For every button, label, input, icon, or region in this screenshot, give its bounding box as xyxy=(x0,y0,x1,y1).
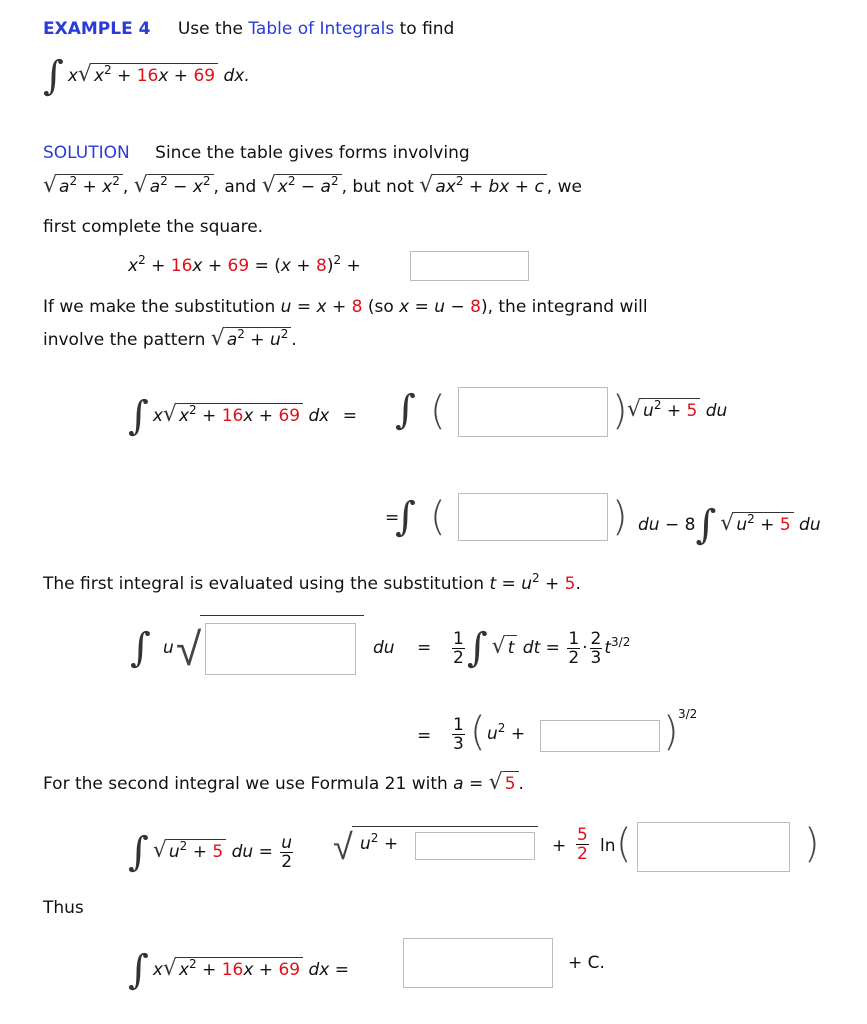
text: For the second integral we use Formula 21 with xyxy=(43,774,448,794)
math-token: + xyxy=(661,401,687,421)
radical-sign: √ xyxy=(210,326,225,351)
math-token: a xyxy=(453,774,464,794)
radicand xyxy=(167,839,226,863)
math-token: 69 xyxy=(278,960,301,980)
integral-sign: ∫ xyxy=(128,393,149,439)
math-token: x xyxy=(178,960,189,980)
integral-sign: ∫ xyxy=(395,387,416,433)
header-text: to find xyxy=(399,19,455,39)
math-token: − xyxy=(295,177,321,197)
math-token: 16 xyxy=(221,960,244,980)
math-token: ) xyxy=(326,256,334,276)
math-token: 2 xyxy=(531,571,540,585)
math-token: u xyxy=(736,515,748,535)
radicand xyxy=(148,174,214,198)
math-token: 8 xyxy=(315,256,327,276)
left-paren: ( xyxy=(616,821,632,867)
radical-sign: √ xyxy=(152,838,167,863)
sqrt xyxy=(211,327,292,351)
math-u: u xyxy=(163,638,174,658)
t-substitution xyxy=(489,571,581,594)
math-token: 2 xyxy=(653,398,662,412)
radical-sign: √ xyxy=(488,770,503,795)
fraction-one-half xyxy=(452,630,465,667)
text: If we make the substitution xyxy=(43,297,276,317)
math-token: 2 xyxy=(138,253,146,267)
left-paren: ( xyxy=(430,494,446,540)
integral-rhs-tail xyxy=(627,398,727,423)
exponent: 3/2 xyxy=(611,635,631,649)
math-token: x xyxy=(280,256,291,276)
period: . xyxy=(518,774,524,794)
math-token: bx xyxy=(488,177,510,197)
integral-sign: ∫ xyxy=(395,494,416,540)
plus: + xyxy=(552,836,567,856)
radical-bar xyxy=(352,826,538,827)
integral-sign: ∫ xyxy=(128,947,149,993)
complete-square-text: first complete the square. xyxy=(43,217,264,237)
t-integral xyxy=(450,625,631,671)
integral-lhs xyxy=(128,393,358,439)
text: but not xyxy=(352,177,414,197)
math-token: + xyxy=(145,256,171,276)
math-token: + xyxy=(187,842,213,862)
constant-blank[interactable] xyxy=(540,720,660,752)
math-token: x xyxy=(277,177,288,197)
math-token: ax xyxy=(435,177,456,197)
solution-text: Since the table gives forms involving xyxy=(155,143,470,163)
solution-label: SOLUTION xyxy=(43,143,130,163)
math-token: u xyxy=(360,834,371,854)
integrand-blank-1[interactable] xyxy=(458,387,608,437)
math-token: + xyxy=(509,177,535,197)
math-x: x xyxy=(67,66,78,86)
math-token: a xyxy=(226,330,238,350)
dx: dx xyxy=(308,960,330,980)
radicand xyxy=(177,403,303,427)
example-page: EXAMPLE 4 Use the Table of Integrals to find ∫ x √ $x^2 + 16x + 69$ dx. SOLUTION Since the table gives forms involving √ $a^2 + x^2$ , √ $a^2 - x^2$ , and √ $x^2 - a^2$ , but not √ $ax^2$ + bx + c , we first complete the square. $x^2 + 16x + 69 = (x + 8)^2$ + If we make the substitution u = x + 8 (so x = u − 8), the integrand will involve the pattern √ $a^2 + u^2$ . ∫ x √ $x^2 + 16x + 69$ dx = ∫ ( ) √ $u^2 + 5$ du = ∫ ( ) du − 8∫ √ $u^2 + 5$ du The first integral is evaluated using the substitution $t = u^2 + 5$. ∫ u √ du = $\frac{1}{2}$ ∫ √ t dt = $\frac{1}{2}$ · $\frac{2}{3}$ $t^{3/2}$ = $\frac{1}{3}$ ( $u^2$ + ) 3/2 For the second integral we use Formula 21 with a = √ 5 . ∫ √ $u^2 + 5$ du = $\frac{u}{2}$ √ $u^2$ + + $\frac{5}{2}$ ln ( ) Thus ∫ x √ $x^2 + 16x + 69$ dx = + C. xyxy=(0,0,867,1024)
equals: = xyxy=(417,726,432,746)
sqrt xyxy=(163,403,303,427)
math-t: t xyxy=(604,638,612,658)
fraction-5-over-2 xyxy=(576,826,589,863)
complete-square-blank[interactable] xyxy=(410,251,529,281)
math-token: u xyxy=(521,574,532,594)
math-token: 69 xyxy=(278,406,301,426)
radicand xyxy=(433,174,546,198)
radical-sign: √ xyxy=(162,402,177,427)
a-equals xyxy=(453,774,488,794)
radicand xyxy=(506,635,518,659)
math-token: + xyxy=(505,724,526,744)
u-substitution xyxy=(281,297,363,317)
radical-sign: √ xyxy=(43,173,58,198)
math-x: x xyxy=(152,960,163,980)
text: ), the integrand will xyxy=(480,297,648,317)
math-token: a xyxy=(320,177,331,197)
math-token: x xyxy=(178,406,189,426)
denominator: 2 xyxy=(577,844,588,864)
math-token: + xyxy=(754,515,780,535)
formula21-lhs xyxy=(128,829,295,875)
left-paren: ( xyxy=(470,709,486,755)
radical-sign: √ xyxy=(261,173,276,198)
math-token: x xyxy=(93,66,104,86)
second-integral-line xyxy=(43,771,524,796)
integral-sign: ∫ xyxy=(128,829,149,875)
integrand-blank-2[interactable] xyxy=(458,493,608,541)
left-paren: ( xyxy=(430,388,446,434)
math-token: x xyxy=(316,297,327,317)
denominator: 3 xyxy=(590,647,602,668)
math-token: 2 xyxy=(202,174,211,188)
math-token: 5 xyxy=(564,574,576,594)
math-token: + xyxy=(196,406,222,426)
u-squared-plus xyxy=(360,831,399,854)
sqrt xyxy=(262,174,342,198)
text: involve the pattern xyxy=(43,330,206,350)
math-token: 8 xyxy=(351,297,363,317)
math-token: = xyxy=(463,774,489,794)
times-dot: · xyxy=(582,638,588,658)
radicand xyxy=(92,63,218,87)
math-token: 2 xyxy=(104,63,112,77)
math-token: 2 xyxy=(112,174,120,188)
math-token: 2 xyxy=(237,327,245,341)
sqrt xyxy=(627,398,700,422)
math-token: x xyxy=(192,177,203,197)
math-token: 2 xyxy=(160,174,168,188)
math-token: = xyxy=(409,297,435,317)
x-substitution xyxy=(399,297,481,317)
fraction-u-over-2 xyxy=(280,834,293,871)
numerator: 2 xyxy=(590,628,602,649)
math-token: + xyxy=(168,66,194,86)
plus-constant: + C. xyxy=(568,953,605,973)
formula21-radicand-blank[interactable] xyxy=(415,832,535,860)
math-token: 2 xyxy=(287,174,296,188)
comma: , xyxy=(213,177,219,197)
math-token: 5 xyxy=(212,842,224,862)
equals: = xyxy=(342,406,358,426)
math-token: 5 xyxy=(779,515,791,535)
math-token: t xyxy=(507,638,515,658)
split-integral-tail xyxy=(638,502,821,548)
example-header xyxy=(43,17,454,41)
sqrt xyxy=(419,174,547,198)
right-paren: ) xyxy=(612,388,628,434)
math-x: x xyxy=(152,406,163,426)
equals: = xyxy=(258,842,273,862)
math-token: 2 xyxy=(189,403,197,417)
numerator: 1 xyxy=(453,628,464,649)
math-token: 2 xyxy=(69,174,78,188)
math-token: 2 xyxy=(497,721,506,735)
radical-sign: √ xyxy=(419,173,434,198)
radicand xyxy=(57,174,123,198)
math-token: x xyxy=(243,406,254,426)
math-token: 2 xyxy=(333,253,342,267)
header-text: Use the xyxy=(177,19,243,39)
substitution-line xyxy=(43,295,648,319)
forms-line xyxy=(43,174,582,199)
math-token: x xyxy=(243,960,254,980)
radicand xyxy=(641,398,700,422)
math-token: a xyxy=(149,177,161,197)
du: du xyxy=(373,638,395,658)
table-of-integrals-link[interactable]: Table of Integrals xyxy=(248,19,395,39)
first-integral-line xyxy=(43,572,581,596)
math-token: + xyxy=(244,330,270,350)
sqrt xyxy=(134,174,214,198)
fraction-two-thirds xyxy=(590,630,603,667)
comma: , xyxy=(122,177,129,197)
math-token: u xyxy=(269,330,281,350)
dx: dx. xyxy=(223,66,250,86)
final-lhs xyxy=(128,947,350,993)
math-token: a xyxy=(59,177,70,197)
math-token: + xyxy=(326,297,352,317)
math-token: u xyxy=(434,297,446,317)
math-token: u xyxy=(487,724,498,744)
radical-sign: √ xyxy=(176,622,202,676)
radical-sign: √ xyxy=(77,62,92,87)
math-token: 2 xyxy=(330,174,339,188)
math-token: u xyxy=(643,401,654,421)
math-token: + xyxy=(111,66,137,86)
text: (so xyxy=(367,297,394,317)
ln: ln xyxy=(600,836,616,856)
math-token: = xyxy=(291,297,317,317)
math-token: + xyxy=(290,256,316,276)
math-token: + xyxy=(196,960,222,980)
numerator: u xyxy=(281,832,293,853)
solution-line xyxy=(43,141,470,165)
minus-8: − 8 xyxy=(664,515,696,535)
radicand xyxy=(734,512,793,536)
numerator: 1 xyxy=(453,715,464,735)
text: and xyxy=(224,177,257,197)
math-token: x xyxy=(102,177,113,197)
denominator: 2 xyxy=(281,851,293,872)
math-token: u xyxy=(280,297,292,317)
sqrt xyxy=(492,635,518,659)
radical-sign: √ xyxy=(491,634,506,659)
radicand xyxy=(225,327,292,351)
right-paren: ) xyxy=(663,709,679,755)
math-token: 69 xyxy=(193,66,216,86)
math-token: − xyxy=(445,297,471,317)
math-token: 2 xyxy=(370,831,379,845)
math-token: + xyxy=(253,406,279,426)
math-token: 8 xyxy=(470,297,481,317)
radical-sign: √ xyxy=(720,511,735,536)
equals: = xyxy=(545,638,560,658)
math-token: + xyxy=(539,574,565,594)
right-paren: ) xyxy=(612,494,628,540)
du: du xyxy=(231,842,254,862)
math-token: 2 xyxy=(179,839,188,853)
final-answer-blank[interactable] xyxy=(403,938,553,988)
sqrt xyxy=(489,771,519,795)
radical-sign: √ xyxy=(627,397,642,422)
text: The first integral is evaluated using the substitution xyxy=(43,574,485,594)
fraction-one-third xyxy=(452,716,465,753)
math-token: − xyxy=(167,177,193,197)
complete-square-equation xyxy=(128,254,361,278)
text: we xyxy=(557,177,582,197)
comma: , xyxy=(546,177,553,197)
math-token: t xyxy=(489,574,497,594)
math-token: 2 xyxy=(189,957,197,971)
math-token: = ( xyxy=(249,256,281,276)
right-paren: ) xyxy=(804,821,820,867)
math-token: 16 xyxy=(170,256,193,276)
equals: = xyxy=(334,960,350,980)
radicand: 5 xyxy=(503,771,519,795)
ln-argument-blank[interactable] xyxy=(637,822,790,872)
math-token: 2 xyxy=(455,174,464,188)
example-label: EXAMPLE 4 xyxy=(43,19,151,39)
denominator: 2 xyxy=(453,647,464,668)
sqrt xyxy=(153,839,226,863)
u-squared-plus xyxy=(487,721,526,744)
pattern-line xyxy=(43,327,297,352)
du: du xyxy=(799,515,821,535)
period: . xyxy=(291,330,297,350)
math-token: = xyxy=(496,574,522,594)
radical-sign: √ xyxy=(333,827,353,868)
radicand xyxy=(177,957,303,981)
du: du xyxy=(638,515,660,535)
numerator: 1 xyxy=(568,628,580,649)
radicand xyxy=(276,174,342,198)
denominator: 3 xyxy=(453,734,464,754)
math-token: 2 xyxy=(280,327,289,341)
integral-sign: ∫ xyxy=(466,625,488,671)
math-token: + xyxy=(202,256,228,276)
radicand-blank[interactable] xyxy=(205,623,356,675)
math-token: + xyxy=(253,960,279,980)
math-token: 5 xyxy=(686,401,698,421)
sqrt xyxy=(720,512,793,536)
integral-sign: ∫ xyxy=(43,53,64,99)
numerator: 5 xyxy=(577,825,588,845)
problem-integral xyxy=(43,53,250,99)
math-token: x xyxy=(399,297,410,317)
math-token: + xyxy=(77,177,103,197)
thus-text: Thus xyxy=(43,898,84,918)
equals: = xyxy=(385,508,400,528)
math-token: + xyxy=(463,177,489,197)
comma: , xyxy=(341,177,347,197)
sqrt xyxy=(78,63,218,87)
math-token: x xyxy=(158,66,169,86)
math-token: 2 xyxy=(747,512,755,526)
radical-sign: √ xyxy=(133,173,148,198)
math-token: x xyxy=(192,256,203,276)
math-token: 16 xyxy=(136,66,159,86)
math-token: x xyxy=(128,256,139,276)
dx: dx xyxy=(308,406,330,426)
sqrt xyxy=(43,174,123,198)
math-token: + xyxy=(378,834,399,854)
radical-sign: √ xyxy=(162,956,177,981)
du: du xyxy=(705,401,728,421)
equals: = xyxy=(417,638,432,658)
math-token: 16 xyxy=(221,406,244,426)
integral-sign: ∫ xyxy=(695,502,717,548)
math-token: u xyxy=(168,842,180,862)
math-token: . xyxy=(575,574,581,594)
radical-bar xyxy=(200,615,364,616)
math-token: 69 xyxy=(227,256,250,276)
sqrt xyxy=(163,957,303,981)
math-token: c xyxy=(534,177,544,197)
fraction-one-half xyxy=(567,630,580,667)
integral-sign: ∫ xyxy=(130,625,151,671)
dt: dt xyxy=(522,638,541,658)
denominator: 2 xyxy=(568,647,580,668)
math-token: + xyxy=(341,256,361,276)
